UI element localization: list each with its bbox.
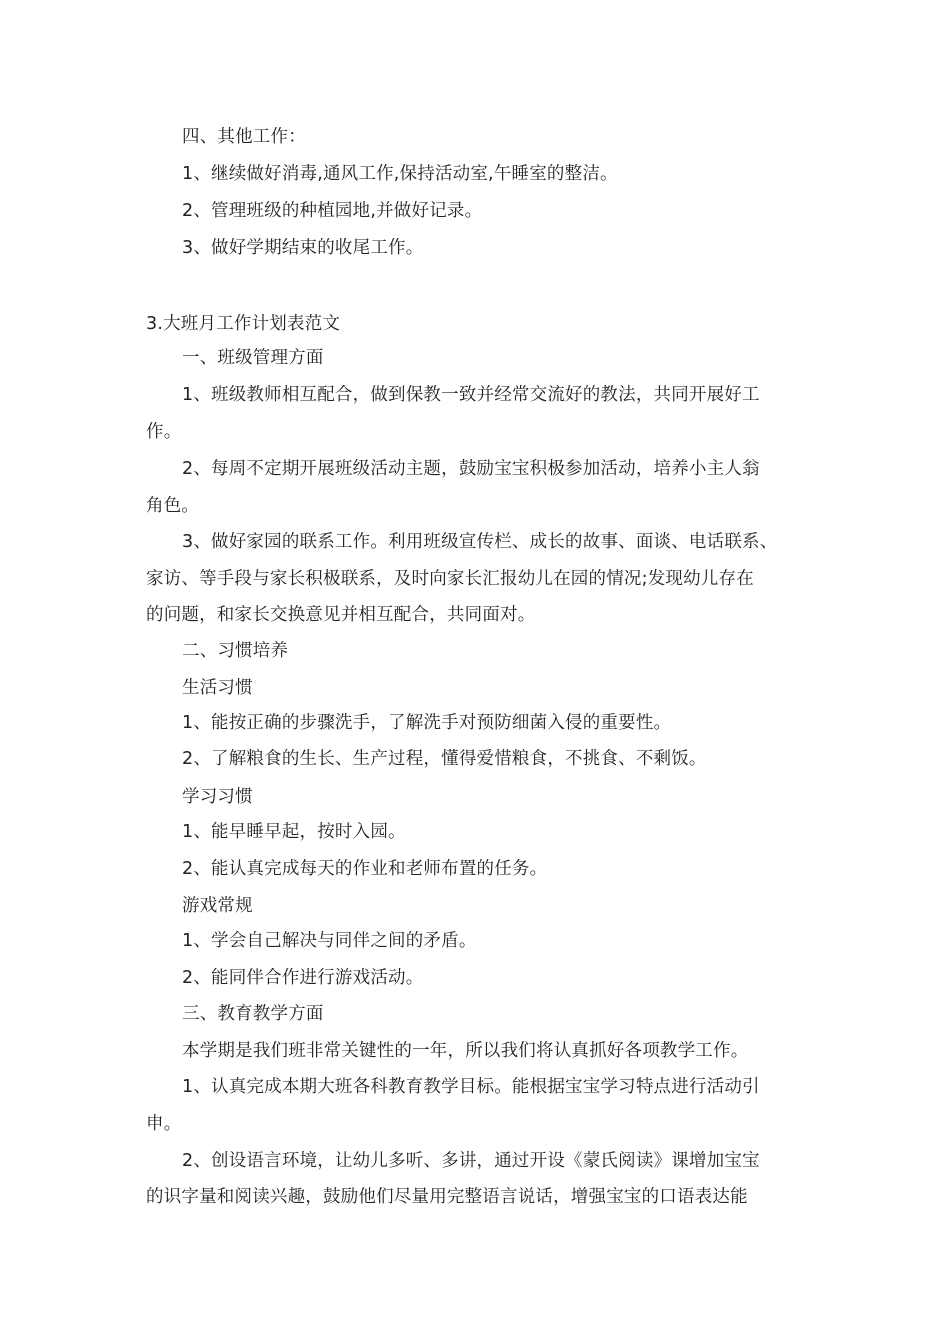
article-title: 3.大班月工作计划表范文	[146, 314, 341, 334]
paragraph-line: 1、认真完成本期大班各科教育教学目标。能根据宝宝学习特点进行活动引	[182, 1077, 760, 1097]
paragraph-line: 角色。	[146, 496, 200, 516]
section-heading-education: 三、教育教学方面	[182, 1004, 324, 1024]
paragraph-line: 3、做好学期结束的收尾工作。	[182, 238, 424, 258]
paragraph-line: 2、管理班级的种植园地,并做好记录。	[182, 201, 483, 221]
paragraph-line: 1、继续做好消毒,通风工作,保持活动室,午睡室的整洁。	[182, 164, 618, 184]
paragraph-line: 家访、等手段与家长积极联系，及时向家长汇报幼儿在园的情况;发现幼儿存在	[146, 569, 754, 589]
subheading-study-habits: 学习习惯	[182, 787, 253, 807]
paragraph-line: 1、学会自己解决与同伴之间的矛盾。	[182, 931, 477, 951]
paragraph-line: 1、班级教师相互配合，做到保教一致并经常交流好的教法，共同开展好工	[182, 385, 760, 405]
paragraph-line: 2、每周不定期开展班级活动主题，鼓励宝宝积极参加活动，培养小主人翁	[182, 459, 760, 479]
paragraph-line: 1、能早睡早起，按时入园。	[182, 822, 406, 842]
section-heading-class-management: 一、班级管理方面	[182, 348, 324, 368]
subheading-game-rules: 游戏常规	[182, 896, 253, 916]
section-heading-other-work: 四、其他工作：	[182, 127, 306, 147]
subheading-life-habits: 生活习惯	[182, 678, 253, 698]
paragraph-line: 2、了解粮食的生长、生产过程，懂得爱惜粮食，不挑食、不剩饭。	[182, 749, 707, 769]
paragraph-line: 的问题，和家长交换意见并相互配合，共同面对。	[146, 605, 536, 625]
section-heading-habits: 二、习惯培养	[182, 641, 289, 661]
paragraph-line: 2、能同伴合作进行游戏活动。	[182, 968, 424, 988]
paragraph-line: 的识字量和阅读兴趣，鼓励他们尽量用完整语言说话，增强宝宝的口语表达能	[146, 1187, 748, 1207]
paragraph-line: 1、能按正确的步骤洗手，了解洗手对预防细菌入侵的重要性。	[182, 713, 672, 733]
paragraph-line: 2、创设语言环境，让幼儿多听、多讲，通过开设《蒙氏阅读》课增加宝宝	[182, 1151, 760, 1171]
paragraph-line: 作。	[146, 422, 182, 442]
paragraph-line: 3、做好家园的联系工作。利用班级宣传栏、成长的故事、面谈、电话联系、	[182, 532, 778, 552]
paragraph-line: 申。	[146, 1114, 182, 1134]
paragraph-line: 本学期是我们班非常关键性的一年，所以我们将认真抓好各项教学工作。	[182, 1041, 749, 1061]
paragraph-line: 2、能认真完成每天的作业和老师布置的任务。	[182, 859, 548, 879]
